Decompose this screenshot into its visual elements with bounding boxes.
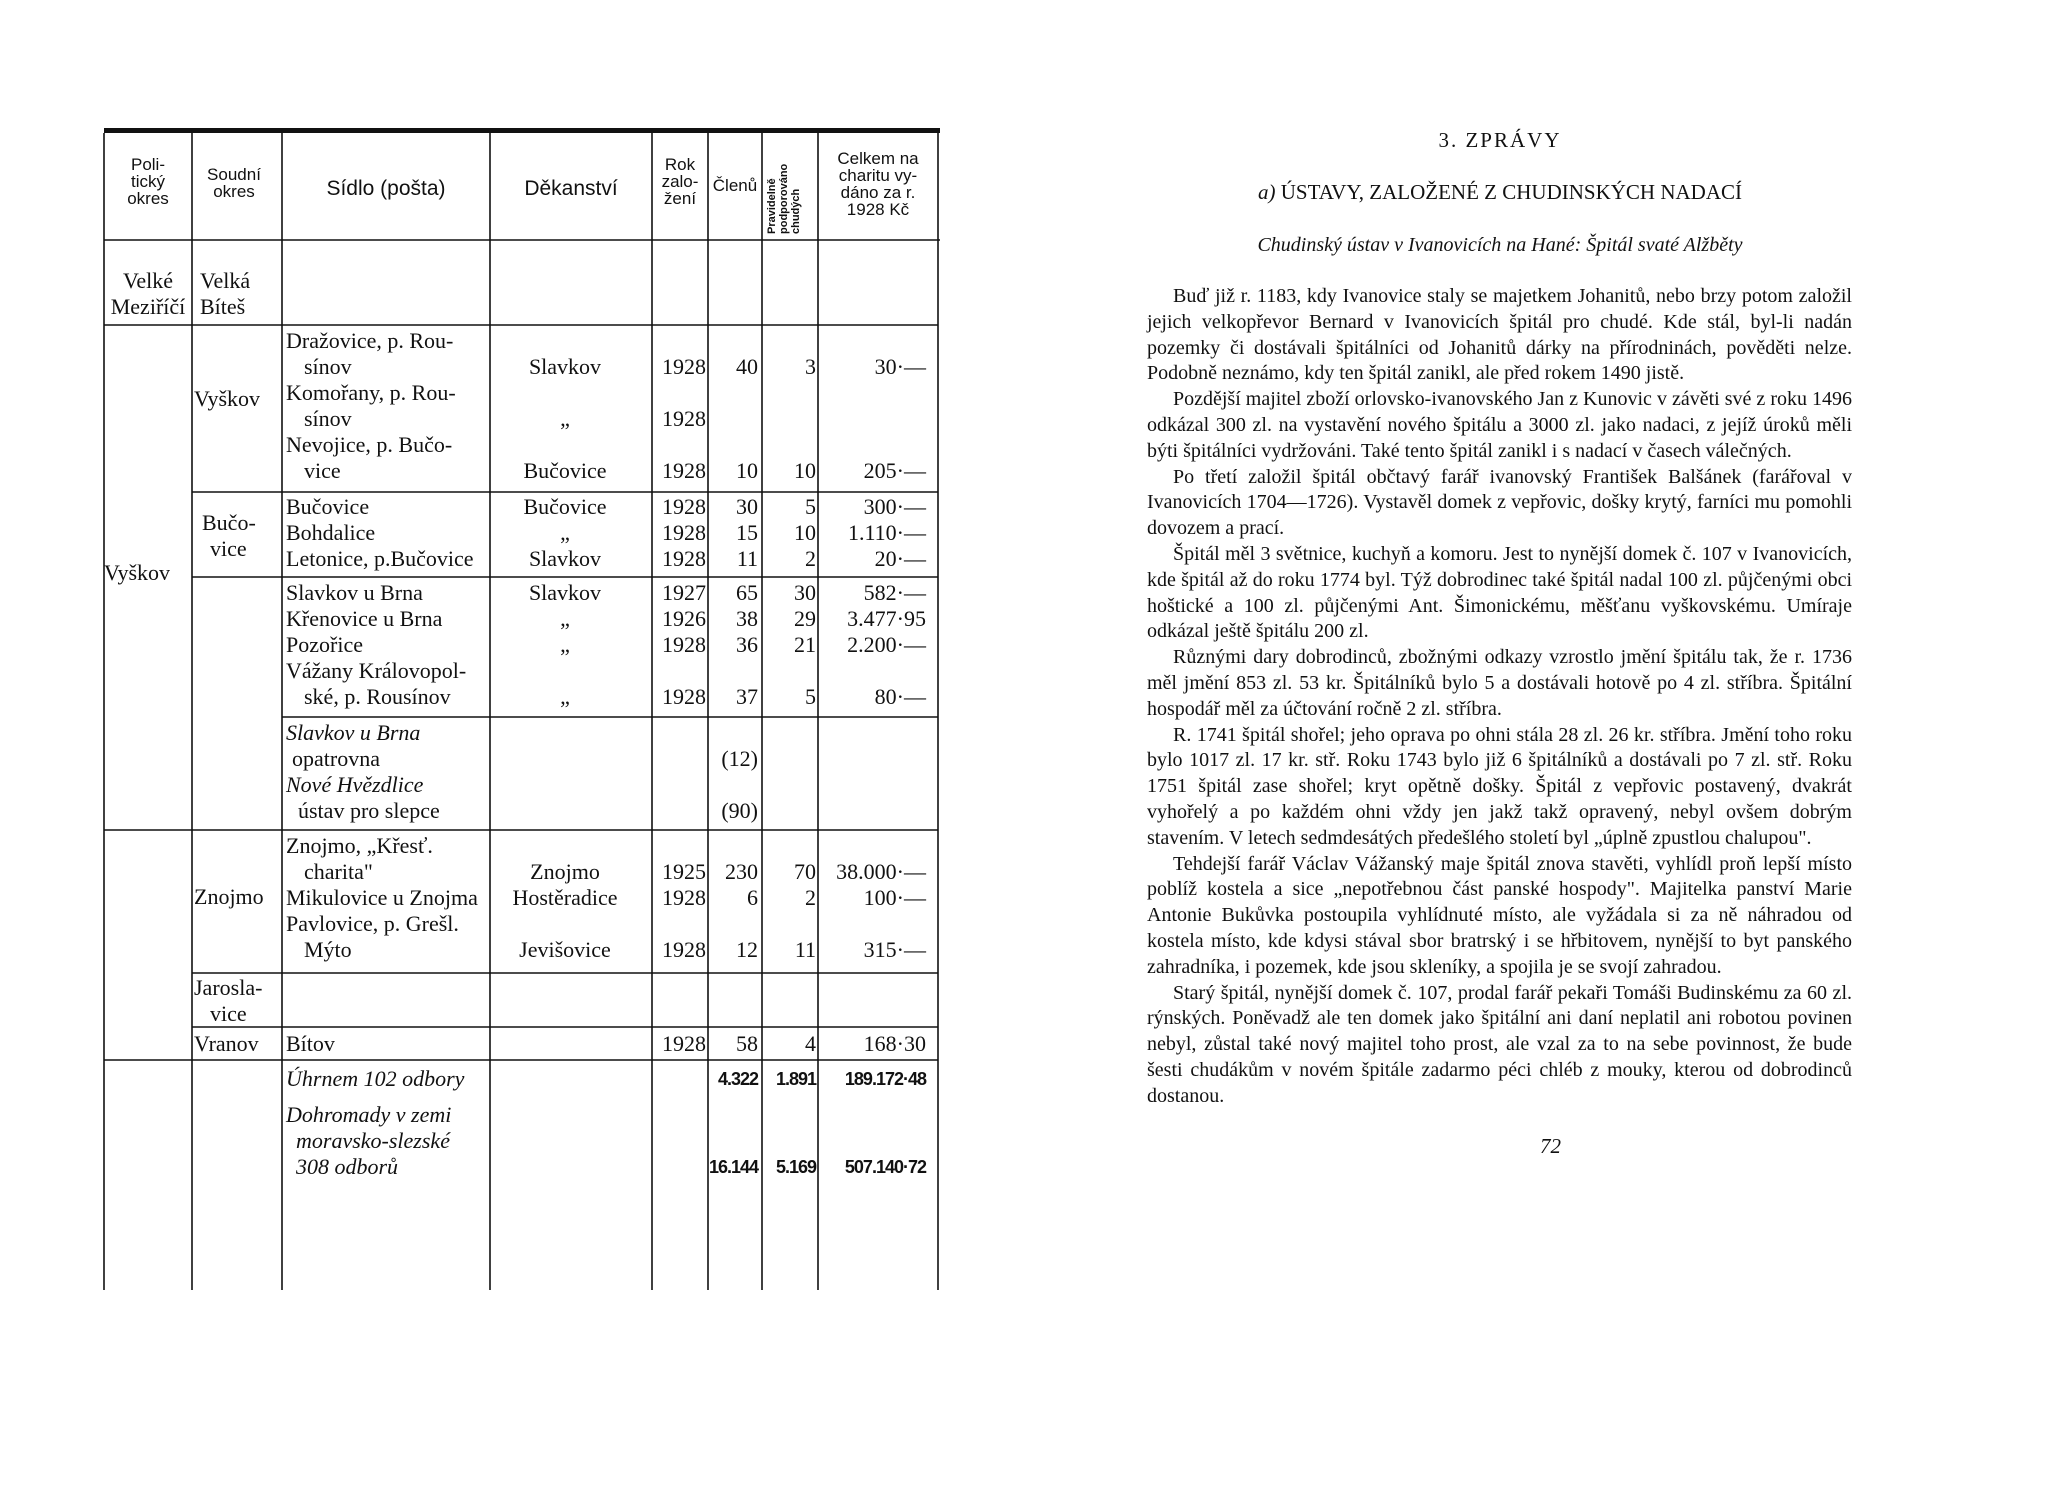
politicky-okres-vyskov: Vyškov <box>104 560 171 585</box>
cell-rok: 1927 <box>662 580 706 605</box>
cell-dekanstvi: „ <box>560 632 570 657</box>
cell-clenu: 230 <box>725 859 758 884</box>
cell-dekanstvi: Slavkov <box>528 354 602 379</box>
cell-celkem: 168·30 <box>863 1031 926 1056</box>
cell-podporovano: 29 <box>794 606 816 631</box>
cell-line: vice <box>210 1001 247 1026</box>
cell-podporovano: 10 <box>794 458 816 483</box>
cell-podporovano: 3 <box>805 354 816 379</box>
subsection-prefix: a) <box>1257 180 1276 204</box>
cell-line: Slavkov u Brna <box>286 720 421 745</box>
table-row: Pozořice <box>286 632 363 657</box>
cell-clenu: 30 <box>736 494 758 519</box>
cell-dekanstvi: Bučovice <box>523 458 607 483</box>
section-title: 3. ZPRÁVY <box>1438 128 1562 152</box>
cell-clenu: 6 <box>747 885 758 910</box>
grand-total-celkem: 507.140·72 <box>844 1157 926 1177</box>
cell-clenu: 38 <box>736 606 758 631</box>
header-podporovano <box>766 142 802 234</box>
paragraph: R. 1741 špitál shořel; jeho oprava po ohni stála 28 zl. 26 kr. stříbra. Jmění toho roku bylo 1017 zl. 17 kr. stř. Roku 1743 bylo již 6 špitálníků a dostávali po 7 zl. stř. Roku 1751 špitál zase shořel; kryt opětně došky. Špitál z vepřovic postavený, dvakrát vyhořelý a po každém ohni vždy jen jakž takž opravený, nebyl ovšem dobrým stavením. V letech sedmdesátých předešlého století byl „úplně zpustlou chalupou". <box>1147 723 1852 849</box>
cell-line: Velká <box>200 268 251 293</box>
cell-dekanstvi: Hostěradice <box>512 885 618 910</box>
header-line: Pravidelně <box>766 178 778 234</box>
cell-line: Bíteš <box>200 294 246 319</box>
cell-line: Nevojice, p. Bučo- <box>286 432 453 457</box>
cell-line: Nové Hvězdlice <box>286 772 424 797</box>
cell-podporovano: 30 <box>794 580 816 605</box>
paragraph: Různými dary dobrodinců, zbožnými odkazy vzrostlo jmění špitálu tak, že r. 1736 měl jmění 853 zl. 53 kr. Špitálníků bylo 5 a dostávali hotově po 4 zl. stříbra. Špitální hospodář měl za účtování ročně 2 zl. stříbra. <box>1147 646 1852 720</box>
header-sidlo: Sídlo (pošta) <box>326 177 446 200</box>
total-clenu: 4.322 <box>717 1069 758 1089</box>
table-grid <box>0 0 1000 1500</box>
header-line: Poli- <box>130 155 165 174</box>
cell-dekanstvi: Slavkov <box>528 546 602 571</box>
table-row <box>286 911 486 963</box>
subsection-text: ÚSTAVY, ZALOŽENÉ Z CHUDINSKÝCH NADACÍ <box>1280 180 1743 204</box>
cell-clenu: (12) <box>721 746 758 771</box>
table-row <box>286 658 486 710</box>
cell-clenu: 12 <box>736 937 758 962</box>
cell-line: ské, p. Rousínov <box>304 684 451 709</box>
header-clenu: Členů <box>712 176 758 195</box>
politicky-okres-velke-mezirici <box>104 268 192 320</box>
cell-dekanstvi: Znojmo <box>530 859 600 884</box>
cell-line: 308 odborů <box>296 1154 399 1179</box>
table-row: Bučovice <box>286 494 370 519</box>
cell-celkem: 205·— <box>863 458 926 483</box>
cell-line: sínov <box>304 354 352 379</box>
soudni-okres-velka-bites <box>200 268 284 320</box>
cell-celkem: 20·— <box>874 546 926 571</box>
header-celkem <box>818 150 938 218</box>
total-podporovano: 1.891 <box>775 1069 816 1089</box>
cell-podporovano: 21 <box>794 632 816 657</box>
header-line: Soudní <box>207 165 261 184</box>
table-row: Slavkov u Brna <box>286 580 423 605</box>
total-dohromady <box>286 1102 486 1180</box>
cell-celkem: 315·— <box>863 937 926 962</box>
cell-dekanstvi: Jevišovice <box>519 937 611 962</box>
cell-line: Dražovice, p. Rou- <box>286 328 454 353</box>
cell-rok: 1928 <box>662 354 706 379</box>
header-line: dáno za r. <box>840 183 916 202</box>
header-politicky-okres <box>104 156 192 207</box>
cell-line: charita" <box>304 859 373 884</box>
total-uhrnem: Úhrnem 102 odbory <box>286 1066 465 1091</box>
cell-line: Znojmo, „Křesť. <box>286 833 433 858</box>
cell-celkem: 2.200·— <box>847 632 926 657</box>
cell-line: Meziříčí <box>110 294 186 319</box>
cell-clenu: 40 <box>736 354 758 379</box>
cell-celkem: 300·— <box>863 494 926 519</box>
header-soudni-okres <box>192 166 276 200</box>
cell-dekanstvi: „ <box>560 520 570 545</box>
cell-celkem: 100·— <box>863 885 926 910</box>
cell-rok: 1928 <box>662 494 706 519</box>
caption: Chudinský ústav v Ivanovicích na Hané: Špitál svaté Alžběty <box>1257 234 1743 256</box>
cell-celkem: 38.000·— <box>836 859 926 884</box>
cell-clenu: 36 <box>736 632 758 657</box>
header-line: charitu vy- <box>838 166 918 185</box>
subsection-title <box>1100 180 1900 205</box>
cell-podporovano: 10 <box>794 520 816 545</box>
cell-clenu: 10 <box>736 458 758 483</box>
header-line: okres <box>213 182 255 201</box>
cell-line: Bučo- <box>202 510 256 535</box>
body-text <box>1147 284 1852 1110</box>
total-celkem: 189.172·48 <box>844 1069 926 1089</box>
table-row <box>286 833 486 885</box>
table-row: Bohdalice <box>286 520 376 545</box>
grand-total-podporovano: 5.169 <box>775 1157 816 1177</box>
soudni-okres-vranov: Vranov <box>194 1031 259 1056</box>
header-line: Rok <box>664 155 696 174</box>
table-row: Křenovice u Brna <box>286 606 443 631</box>
cell-podporovano: 5 <box>805 494 816 519</box>
cell-rok: 1928 <box>662 520 706 545</box>
cell-line: Dohromady v zemi <box>286 1102 452 1127</box>
cell-line: Mýto <box>304 937 352 962</box>
cell-rok: 1928 <box>662 458 706 483</box>
paragraph: Buď již r. 1183, kdy Ivanovice staly se majetkem Johanitů, nebo brzy potom založil jejich velkopřevor Bernard v Ivanovicích špitál pro chudé. Kde stál, byl-li nadán pozemky či dostávali špitálníci od Johanitů dárky na přírodninách, pověděti nelze. Podobně neznámo, kdy ten špitál zanikl, ale před rokem 1490 jistě. <box>1147 285 1852 385</box>
cell-dekanstvi: Slavkov <box>528 580 602 605</box>
table-page <box>0 0 1000 1500</box>
table-row: Letonice, p.Bučovice <box>286 546 474 571</box>
cell-dekanstvi: „ <box>560 684 570 709</box>
cell-celkem: 1.110·— <box>847 520 926 545</box>
table-row <box>286 328 486 380</box>
header-line: 1928 Kč <box>846 200 910 219</box>
cell-clenu: 58 <box>736 1031 758 1056</box>
table-row <box>286 380 486 432</box>
soudni-okres-jaroslavice <box>194 975 262 1027</box>
ustav-hvezdlice <box>286 772 486 824</box>
grand-total-clenu: 16.144 <box>708 1157 758 1177</box>
paragraph: Špitál měl 3 světnice, kuchyň a komoru. Jest to nynější domek č. 107 v Ivanovicích, kde špitál až do roku 1774 byl. Týž dobrodinec také špitál nadal 100 zl. půjčenými obci hoštické a 100 zl. půjčenými Ant. Šimonickému, měšťanu vyškovskému. Umíraje odkázal ještě špitálu 200 zl. <box>1147 542 1852 643</box>
cell-line: vice <box>304 458 341 483</box>
header-rok <box>652 156 708 207</box>
page-number: 72 <box>1540 1134 1561 1158</box>
header-line: podporováno <box>778 163 790 234</box>
cell-line: ústav pro slepce <box>298 798 440 823</box>
cell-celkem: 3.477·95 <box>847 606 926 631</box>
cell-podporovano: 11 <box>794 937 816 962</box>
cell-rok: 1928 <box>662 684 706 709</box>
cell-clenu: 37 <box>736 684 758 709</box>
paragraph: Pozdější majitel zboží orlovsko-ivanovského Jan z Kunovic v závěti své z roku 1496 odkázal 300 zl. na vystavění nového špitálu a 3000 zl. jako nadaci, z jejíž úroků měli býti špitálníci vydržováni. Také tento špitál zanikl i s nadací v časech válečných. <box>1147 388 1852 462</box>
cell-line: Jarosla- <box>194 975 263 1000</box>
cell-line: Vážany Královopol- <box>286 658 467 683</box>
cell-rok: 1928 <box>662 1031 706 1056</box>
cell-rok: 1928 <box>662 937 706 962</box>
header-line: tický <box>131 172 165 191</box>
cell-line: Pavlovice, p. Grešl. <box>286 911 459 936</box>
cell-podporovano: 70 <box>794 859 816 884</box>
header-line: okres <box>127 189 169 208</box>
cell-podporovano: 4 <box>805 1031 816 1056</box>
soudni-okres-vyskov: Vyškov <box>194 386 261 411</box>
header-line: žení <box>663 189 697 208</box>
cell-clenu: 15 <box>736 520 758 545</box>
cell-rok: 1925 <box>662 859 706 884</box>
ustav-slavkov <box>286 720 486 772</box>
header-line: Celkem na <box>837 149 919 168</box>
table-row: Bítov <box>286 1031 335 1056</box>
table-row <box>286 432 486 484</box>
paragraph: Po třetí založil špitál občtavý farář ivanovský František Balšánek (farářoval v Ivanovicích 1704—1726). Vystavěl domek z vepřovic, došky krytý, farníci mu pomohli dovozem a prací. <box>1147 465 1852 540</box>
cell-line: vice <box>210 536 247 561</box>
cell-line: opatrovna <box>292 746 380 771</box>
cell-rok: 1928 <box>662 546 706 571</box>
soudni-okres-bucovice <box>202 510 256 562</box>
paragraph: Tehdejší farář Václav Vážanský maje špitál znova stavěti, vyhlídl proň lepší místo poblíž kostela a sice „nepotřebnou část panské hospody". Majitelka panství Marie Antonie Bukůvka postoupila vyhlídnuté místo, ale vyžádala si za ně náhradou od kostela místo, kde kdysi stával sbor bratrský i se hřbitovem, nynější to byt panského zahradníka, i pozemek, kde jsou skleníky, a spojila je se svojí zahradou. <box>1147 852 1852 978</box>
header-dekanstvi: Děkanství <box>524 177 618 200</box>
cell-dekanstvi: „ <box>560 606 570 631</box>
soudni-okres-znojmo: Znojmo <box>194 884 264 909</box>
cell-clenu: (90) <box>721 798 758 823</box>
cell-rok: 1926 <box>662 606 706 631</box>
cell-rok: 1928 <box>662 885 706 910</box>
cell-podporovano: 5 <box>805 684 816 709</box>
cell-dekanstvi: Bučovice <box>523 494 607 519</box>
cell-line: sínov <box>304 406 352 431</box>
table-row: Mikulovice u Znojma <box>286 885 478 910</box>
cell-rok: 1928 <box>662 632 706 657</box>
cell-line: Velké <box>122 268 174 293</box>
cell-line: moravsko-slezské <box>296 1128 450 1153</box>
cell-podporovano: 2 <box>805 885 816 910</box>
cell-celkem: 30·— <box>874 354 926 379</box>
cell-line: Komořany, p. Rou- <box>286 380 456 405</box>
cell-podporovano: 2 <box>805 546 816 571</box>
paragraph: Starý špitál, nynější domek č. 107, prodal farář pekaři Tomáši Budinskému za 60 zl. rýnských. Poněvadž ale ten domek jako špitální ani daní neplatil ani robotou povinen nebyl, zůstal také nový majitel toho prost, ale vzal za to na sebe povinnost, že bude šesti chudákům v novém špitále zadarmo péci chléb z mouky, kterou od dobrodinců dostanou. <box>1147 981 1852 1107</box>
cell-dekanstvi: „ <box>560 406 570 431</box>
header-line: zalo- <box>661 172 699 191</box>
cell-celkem: 582·— <box>863 580 926 605</box>
cell-clenu: 11 <box>736 546 758 571</box>
cell-celkem: 80·— <box>874 684 926 709</box>
header-line: chudých <box>790 188 802 234</box>
cell-rok: 1928 <box>662 406 706 431</box>
cell-clenu: 65 <box>736 580 758 605</box>
